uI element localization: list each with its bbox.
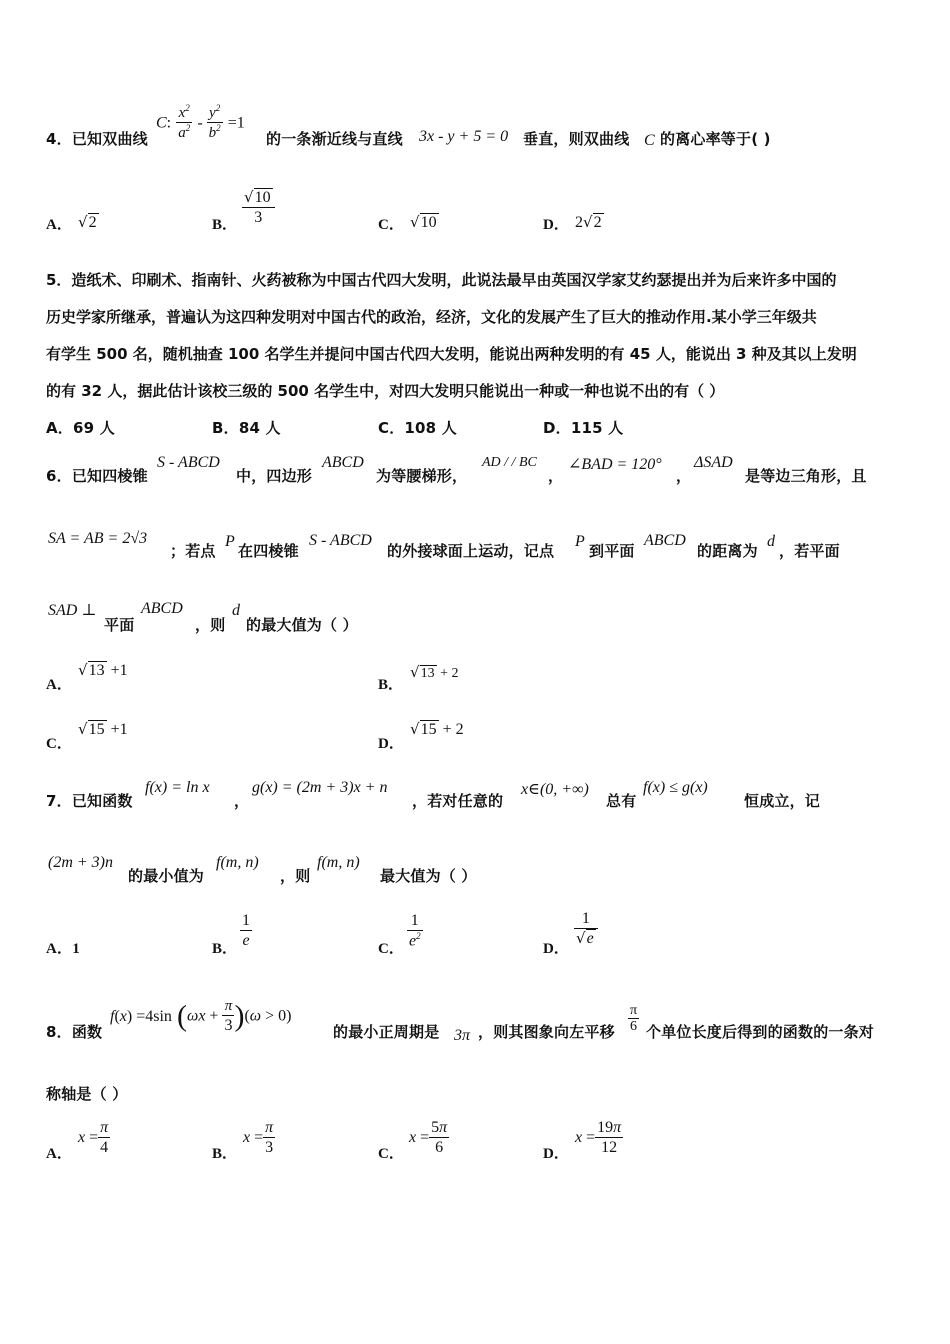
q4-option-c: √10 bbox=[410, 213, 437, 231]
q7-text-5: ，则 bbox=[280, 867, 311, 885]
q6-option-a-label: A． bbox=[46, 677, 72, 693]
q6-triangle: ΔSAD bbox=[694, 454, 733, 471]
q6-text-11: ，则 bbox=[195, 616, 226, 634]
q6-comma-2: ， bbox=[676, 467, 692, 485]
q8-text-4: 称轴是（ ） bbox=[46, 1085, 128, 1103]
q7-expression: (2m + 3)n bbox=[48, 854, 114, 871]
q5-line-1: 5．造纸术、印刷术、指南针、火药被称为中国古代四大发明，此说法最早由英国汉学家艾约瑟提出并为后来许多中国的 bbox=[46, 271, 837, 289]
q6-angle: ∠BAD = 120° bbox=[568, 456, 662, 473]
q6-sad-perp: SAD ⊥ bbox=[48, 602, 97, 619]
q6-option-a: √13 +1 bbox=[78, 661, 128, 679]
q5-option-c: C．108 人 bbox=[378, 419, 457, 437]
q4-hyperbola-equation: C: $\frac{x^2}{a^2}$ - $\frac{y^2}{b^2}$ =1 bbox=[156, 103, 245, 141]
q8-shift-fraction: $\frac{\pi}{6}$ bbox=[630, 1003, 638, 1035]
q4-stem: 4．已知双曲线 bbox=[46, 130, 148, 148]
q8-option-a-label: A． bbox=[46, 1146, 72, 1162]
q8-text-start: 8．函数 bbox=[46, 1023, 103, 1041]
q7-option-b-label: B． bbox=[212, 941, 238, 957]
q6-text-8: 的距离为 bbox=[697, 542, 758, 560]
q6-text-12: 的最大值为（ ） bbox=[246, 616, 358, 634]
q6-quad-3: ABCD bbox=[141, 600, 183, 617]
q6-text-2: 为等腰梯形， bbox=[376, 467, 468, 485]
q6-parallel: AD / / BC bbox=[482, 455, 537, 470]
q7-option-c-label: C． bbox=[378, 941, 404, 957]
q7-f-definition: f(x) = ln x bbox=[145, 779, 210, 796]
q6-option-c-label: C． bbox=[46, 736, 72, 752]
q6-text-9: ，若平面 bbox=[779, 542, 840, 560]
q7-domain: x∈(0, +∞) bbox=[521, 781, 589, 798]
q4-text-4: 的离心率等于( ) bbox=[660, 130, 771, 148]
q7-inequality: f(x) ≤ g(x) bbox=[643, 779, 708, 796]
q5-line-3: 有学生 500 名，随机抽查 100 名学生并提问中国古代四大发明，能说出两种发明的有 45 人，能说出 3 种及其以上发明 bbox=[46, 345, 857, 363]
q7-option-d-label: D． bbox=[543, 941, 569, 957]
q6-pyramid-2: S - ABCD bbox=[309, 532, 372, 549]
q6-option-b: √13 + 2 bbox=[410, 663, 459, 681]
q7-comma: ， bbox=[234, 792, 250, 810]
q7-option-d: $\frac{1}{√e}$ bbox=[574, 910, 598, 948]
q4-option-a: √2 bbox=[78, 213, 97, 231]
q7-text-3: 恒成立，记 bbox=[744, 792, 821, 810]
q6-text-7: 到平面 bbox=[589, 542, 635, 560]
q6-text-6: 的外接球面上运动，记点 bbox=[387, 542, 555, 560]
q4-option-b: $\frac{√10}{3}$ bbox=[242, 188, 275, 227]
q6-option-b-label: B． bbox=[378, 677, 404, 693]
q8-option-c: x = $\frac{5\pi}{6}$ bbox=[409, 1119, 448, 1156]
q6-quad-2: ABCD bbox=[644, 532, 686, 549]
q6-text-5: 在四棱锥 bbox=[238, 542, 299, 560]
q4-line-equation: 3x - y + 5 = 0 bbox=[419, 128, 509, 145]
q6-sa-equation: SA = AB = 2√3 bbox=[48, 530, 148, 547]
q4-text-2: 的一条渐近线与直线 bbox=[266, 130, 403, 148]
q4-option-d-label: D． bbox=[543, 217, 569, 233]
q8-text-1: 的最小正周期是 bbox=[333, 1023, 440, 1041]
q6-pyramid-1: S - ABCD bbox=[157, 454, 220, 471]
q4-option-b-label: B． bbox=[212, 217, 238, 233]
q6-text-4: ；若点 bbox=[170, 542, 216, 560]
q8-option-c-label: C． bbox=[378, 1146, 404, 1162]
q8-option-a: x = $\frac{\pi}{4}$ bbox=[78, 1119, 109, 1156]
q8-text-3: 个单位长度后得到的函数的一条对 bbox=[646, 1023, 875, 1041]
q8-option-d-label: D． bbox=[543, 1146, 569, 1162]
q8-text-2: ，则其图象向左平移 bbox=[478, 1023, 615, 1041]
q4-option-a-label: A． bbox=[46, 217, 72, 233]
q5-option-a: A．69 人 bbox=[46, 419, 115, 437]
q6-d-1: d bbox=[767, 533, 775, 550]
q7-text-start: 7．已知函数 bbox=[46, 792, 133, 810]
q7-option-b: $\frac{1}{e}$ bbox=[242, 912, 250, 949]
q8-option-b: x = $\frac{\pi}{3}$ bbox=[243, 1119, 274, 1156]
q6-comma-1: ， bbox=[548, 467, 564, 485]
q7-option-a: A．1 bbox=[46, 941, 80, 957]
q6-option-d-label: D． bbox=[378, 736, 404, 752]
q7-text-4: 的最小值为 bbox=[128, 867, 205, 885]
q7-text-1: ，若对任意的 bbox=[412, 792, 504, 810]
q6-quad-1: ABCD bbox=[322, 454, 364, 471]
q5-line-4: 的有 32 人，据此估计该校三级的 500 名学生中，对四大发明只能说出一种或一种也说不出的有（ ） bbox=[46, 382, 725, 400]
q4-curve-label: C bbox=[644, 132, 655, 149]
q6-d-2: d bbox=[232, 602, 240, 619]
q7-fmn-1: f(m, n) bbox=[216, 854, 259, 871]
q6-option-d: √15 + 2 bbox=[410, 720, 464, 738]
q6-option-c: √15 +1 bbox=[78, 720, 128, 738]
q6-text-start: 6．已知四棱锥 bbox=[46, 467, 148, 485]
q4-option-c-label: C． bbox=[378, 217, 404, 233]
q6-point-p-2: P bbox=[575, 533, 585, 550]
q7-g-definition: g(x) = (2m + 3)x + n bbox=[252, 779, 388, 796]
q8-option-d: x = $\frac{19\pi}{12}$ bbox=[575, 1119, 622, 1156]
q4-option-d: 2√2 bbox=[575, 213, 602, 231]
q8-period: 3π bbox=[454, 1027, 471, 1044]
q8-option-b-label: B． bbox=[212, 1146, 238, 1162]
q6-text-3: 是等边三角形，且 bbox=[745, 467, 867, 485]
q7-text-6: 最大值为（ ） bbox=[380, 867, 477, 885]
q5-option-d: D．115 人 bbox=[543, 419, 624, 437]
q4-text-3: 垂直，则双曲线 bbox=[523, 130, 630, 148]
q7-option-c: $\frac{1}{e^2}$ bbox=[409, 912, 421, 949]
q5-option-b: B．84 人 bbox=[212, 419, 281, 437]
q6-text-10: 平面 bbox=[104, 616, 135, 634]
q5-line-2: 历史学家所继承，普遍认为这四种发明对中国古代的政治，经济，文化的发展产生了巨大的推动作用.某小学三年级共 bbox=[46, 308, 817, 326]
q7-fmn-2: f(m, n) bbox=[317, 854, 360, 871]
q6-text-1: 中，四边形 bbox=[236, 467, 313, 485]
q7-text-2: 总有 bbox=[606, 792, 637, 810]
q6-point-p-1: P bbox=[225, 533, 235, 550]
q8-function: f(x) =4sin (ωx + $\frac{\pi}{3}$ )(ω > 0) bbox=[110, 998, 292, 1034]
